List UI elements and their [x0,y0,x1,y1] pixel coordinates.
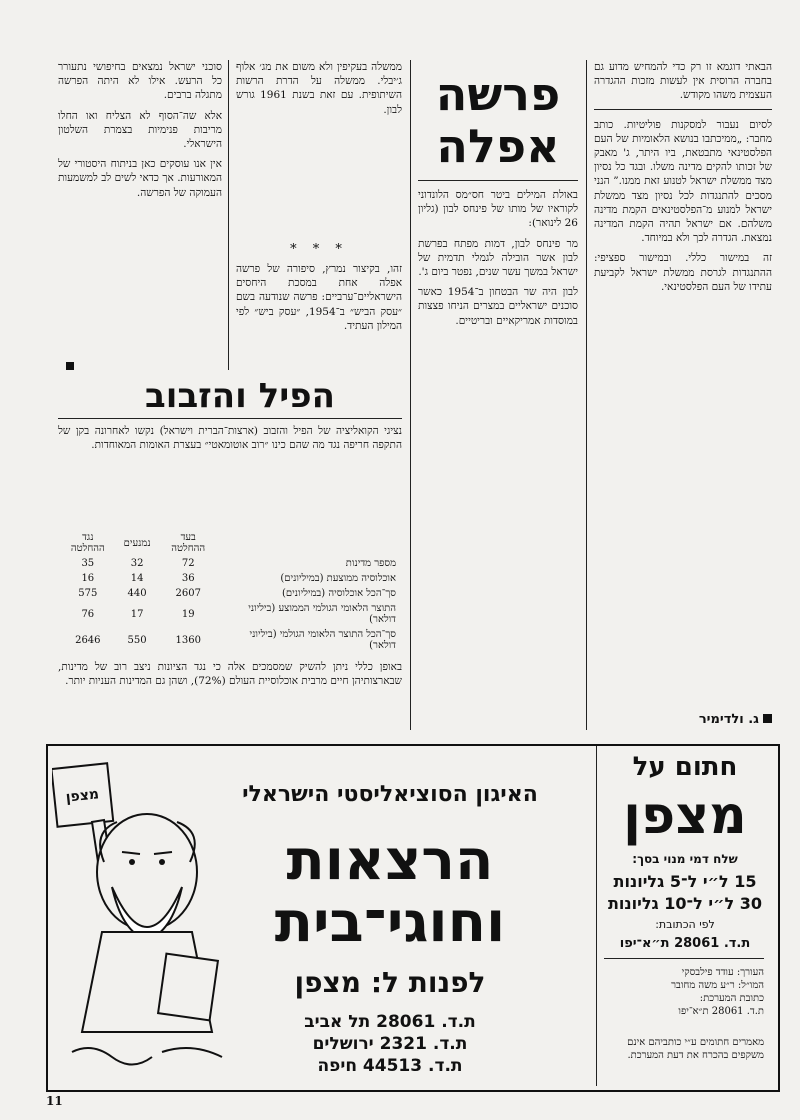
vote-stats-table [58,530,402,653]
advert-headline-2: וחוגי־בית [274,890,506,955]
contact-prefix: לפנות ל: [370,966,486,999]
article-title-line-1: פרשה [435,67,561,121]
row-label: מספר מדינות [345,558,396,569]
divider [594,109,772,110]
middle-body: ממשלה בעקיפין ולא משום את מג׳ אלוף ג׳יבלי. ממשלה על הדרת הרשות השיתופית. עם זאת בשנת 1961 גורש לבון. [236,61,402,116]
center-column [418,188,578,728]
credits-rule [604,958,764,959]
section-stars: * * * [290,242,348,257]
end-mark [66,362,74,370]
column-rule [586,60,587,730]
sidebar-title-rule [58,418,402,419]
column-rule [410,60,411,730]
page-number: 11 [46,1094,63,1108]
subscribe-to-label: לפי הכתובת: [655,918,715,931]
center-body-2: לבון היה שר הבטחון ב־1954 כאשר סוכנים ישראליים במצרים הניחו פצצות במוסדות אמריקאיים ובריטיים. [418,286,578,327]
left-body-2: אין אנו עוסקים כאן בניתוח היסטורי של המאורעות. אך כדאי לשים לב למשמעות העמוקה של הפרשה. [58,158,222,199]
subscribe-heading: שלח דמי מנוי בסך: [632,852,738,866]
value-abstain: 440 [127,588,147,599]
value-abstain: 14 [130,573,144,584]
left-body: אלא שה־הסוף לא הצליח ואו החלו מריבות פנימיות בצמרת השלטון הישראלי. [58,109,222,151]
value-abstain: 17 [130,608,144,620]
byline-text: ג. ולדימיר [698,712,759,727]
table-header-cell: נמנעים [123,537,151,549]
value-for: 2607 [175,588,201,599]
middle-column-2 [236,262,402,370]
contact-brand: מצפן [294,966,362,999]
address-line: ת.ד. 28061 תל אביב [304,1012,476,1032]
table-row [58,601,402,627]
value-abstain: 550 [127,634,147,646]
sidebar-intro [58,424,402,524]
row-label: התוצר הלאומי הגולמי הממוצע (ביליוני דולאר) [248,603,396,625]
middle-body-2: זהו, בקיצור נמרץ, סיפורה של פרשה אפלה אחת במסכת היחסים הישראליים־ערביים: פרשה שנודעה בשם ״עסק הביש״ ב־1954, ״עסק ביש״ לפי המילון העתיד. [236,263,402,332]
value-against: 76 [81,608,95,620]
table-header-cell: נגד ההחלטה [70,532,105,554]
credit-line: ת.ד. 28061 ת״א־יפו [678,1006,764,1017]
subscribe-line: 15 ל״י ל־5 גליונות [613,872,757,891]
byline [596,712,772,727]
row-label: סך־הכל אוכלוסיה (במיליונים) [282,588,396,599]
advert-divider [596,746,597,1086]
center-intro: באולת המילים ביטר חס״מס הלונדוני לקוראיו של מותו של פינחס לבון (גליון 26 לינואר): [418,189,578,230]
right-column [594,60,772,730]
row-label: סך־הכל התוצר הלאומי הגולמי (ביליוני דולאר) [249,629,396,651]
credit-line: כתובת המערכת: [699,993,764,1004]
table-header-row [58,530,402,556]
address-line: ת.ד. 44513 חיפה [317,1056,463,1076]
byline-square-icon [763,714,772,723]
credits [604,966,764,1036]
disclaimer [604,1036,764,1084]
sidebar-intro-text: נציגי הקואליציה של הפיל והזבוב (ארצות־הברית וישראל) נקשו לאחרונה בקן של התקפה חריפה נגד מה שהם כינו ״רוב אוטומאטי״ בעצרת האומות המאוחדות. [58,425,402,452]
value-for: 72 [181,558,195,569]
poster-label: מצפן [65,786,100,806]
subscribe-address: ת.ד. 28061 ת״א־יפו [619,936,751,951]
disclaimer-text: מאמרים חתומים ע״י כותביהם אינם משקפים בהכרח את דעת המערכת. [627,1037,764,1061]
credit-line: העורך: עודד פילבסקי [681,967,764,978]
advert-top-title: האיגון הסוציאליסטי הישראלי [242,782,538,807]
right-column-body: לסיום נעבור למסקנות פוליטיות. כותב מחבר: „ממיכתבו בנושא הלאומיות של העם הפלסטינאי מתבטאת, ביו היתר, ג' מאבק של זכותו להקים מדינה משלו. ובגד כל נסיון מצד ממשלת ישראל לטנוע זאת ממנו.” הנני מסכים להתנגדות לכל נסיון מצד ממשלת ישראל למנוע מ־הפלסטינאים הקמת מדינה משלהם. אם ישראל תהיה הקמת המדינה נמצאת. הגדרה לכך ולא במיוחד. [594,118,772,245]
right-column-top-text: הבאתי דוגמא זו רק כדי להמחיש מדוע גם בחברה הרוסית אין לעשות מזכות ההגדרה העצמית משהו מקודש. [594,61,772,102]
cartoon-illustration [52,752,242,1082]
center-body: מר פינחס לבון, דמות מפתח בפרשת לבון אשר הובילה לגמלי תדמית של ישראל במשך עשר שנים, נפטר ביום ג'. [418,237,578,279]
right-column-body-2: זה במישור כללי. ובמישור ספציפי: ההתנגדות לגרסת ממשלת ישראל לקביעת עתידו של העם הפלסטינאי. [594,252,772,293]
article-title [418,68,578,172]
table-row [58,571,402,586]
subscribe-line: 30 ל״י ל־10 גליונות [607,894,763,913]
address-line: ת.ד. 2321 ירושלים [312,1034,468,1054]
value-for: 36 [181,573,195,584]
table-row [58,627,402,653]
value-abstain: 32 [130,558,144,569]
row-label: אוכלוסיה ממוצעת (במיליונים) [280,573,396,584]
article-title-line-2: אפלה [436,119,560,173]
advert-headline-1: הרצאות [286,828,494,893]
subscribe-brand: מצפן [623,786,747,846]
table-row [58,556,402,571]
contact-line [190,966,590,999]
left-top: סוכני ישראל נמצאים בחיפושי נתעורר כל הרעש. אילו לא היתה הפרשה מתגלה ברבים. [58,61,222,102]
value-for: 1360 [175,634,201,646]
value-against: 16 [81,573,95,584]
title-rule [418,180,578,181]
value-against: 2646 [75,634,101,646]
table-row [58,586,402,601]
left-column [58,60,222,370]
table-header-cell: בעד ההחלטה [171,532,206,554]
table-header-cell [220,530,402,556]
column-rule [228,60,229,370]
value-against: 35 [81,558,95,569]
credit-line: המו״ל: ר״ע משה מחובר [671,980,764,991]
sidebar-title: הפיל והזבוב [145,376,335,416]
sidebar-outro [58,660,402,728]
sidebar-outro-text: באופן כללי ניתן להשיק שמסמכים אלה כי נגד הציונות ניצב רוב של מדינות, שבארצותיהן חיים מרבית אוכלוסיית העולם (72%), ושהן גם המדינות העניות יותר. [58,661,402,688]
subscribe-prefix: חתום על [632,752,738,782]
value-for: 19 [181,608,195,620]
value-against: 575 [78,588,98,599]
